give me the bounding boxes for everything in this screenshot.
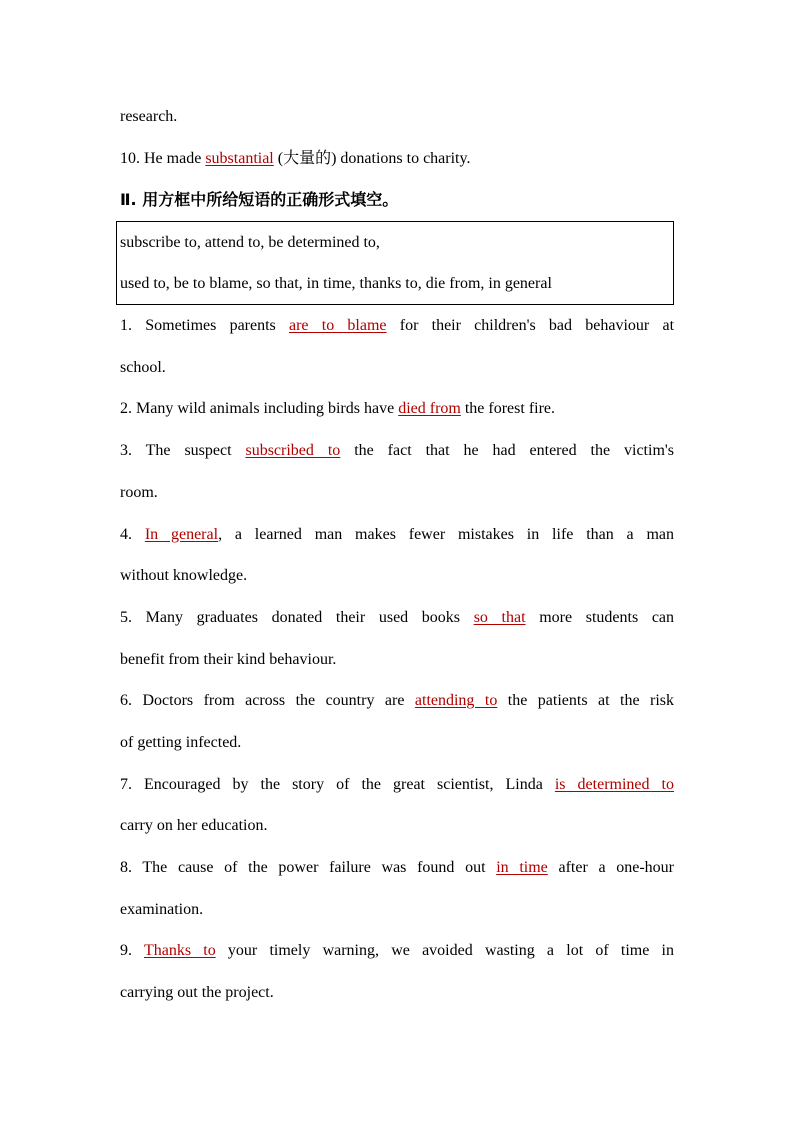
word-box bbox=[116, 221, 674, 305]
item-8-answer: in time bbox=[496, 859, 548, 876]
item-5-number: 5. bbox=[120, 608, 132, 626]
item-1-answer: are to blame bbox=[289, 317, 387, 335]
item-4-number: 4. bbox=[120, 525, 132, 543]
word-box-line-2: used to, be to blame, so that, in time, thanks to, die from, in general bbox=[120, 275, 552, 293]
item-7-number: 7. bbox=[120, 775, 132, 793]
item-4-line-1 bbox=[120, 514, 674, 556]
item-2-before: Many wild animals including birds have bbox=[136, 400, 399, 418]
item-1-after: for their children's bad behaviour at bbox=[386, 317, 675, 335]
item-10-before: 10. He made bbox=[120, 149, 206, 167]
top-fragment: research. bbox=[120, 108, 178, 125]
item-5-line-1 bbox=[120, 597, 674, 639]
item-1-line-2: school. bbox=[120, 358, 166, 376]
item-1-number: 1. bbox=[120, 317, 132, 335]
item-3-line-1 bbox=[120, 430, 674, 472]
item-9-after: your timely warning, we avoided wasting a lot of time in bbox=[215, 942, 675, 960]
item-5-before: Many graduates donated their used books bbox=[145, 608, 474, 626]
item-1-line-1 bbox=[120, 305, 674, 347]
item-5-answer: so that bbox=[473, 608, 526, 626]
item-2-after: the forest fire. bbox=[460, 400, 556, 418]
item-3-after: the fact that he had entered the victim's bbox=[340, 442, 675, 460]
item-8-number: 8. bbox=[120, 859, 132, 876]
item-8-before: The cause of the power failure was found out bbox=[142, 859, 497, 876]
section-heading: Ⅱ. 用方框中所给短语的正确形式填空。 bbox=[120, 190, 399, 210]
item-9-line-2: carrying out the project. bbox=[120, 984, 274, 1002]
item-4-answer: In general bbox=[144, 525, 219, 543]
item-3-answer: subscribed to bbox=[245, 442, 341, 460]
item-1-before: Sometimes parents bbox=[145, 317, 289, 335]
item-5-after: more students can bbox=[525, 608, 675, 626]
item-6-line-2: of getting infected. bbox=[120, 733, 242, 751]
item-7-line-2: carry on her education. bbox=[120, 817, 268, 835]
item-9-answer: Thanks to bbox=[143, 942, 216, 960]
item-7-answer: is determined to bbox=[554, 775, 675, 793]
item-3-line-2: room. bbox=[120, 483, 158, 501]
item-8-line-2: examination. bbox=[120, 900, 204, 918]
item-9-line-1 bbox=[120, 930, 674, 972]
item-2-number: 2. bbox=[120, 400, 132, 418]
document-page bbox=[120, 96, 674, 1014]
item-9-number: 9. bbox=[120, 942, 132, 960]
item-8-line-1 bbox=[120, 847, 674, 889]
item-10-answer: substantial bbox=[205, 149, 274, 167]
item-7-before: Encouraged by the story of the great scientist, Linda bbox=[144, 775, 555, 793]
item-3-number: 3. bbox=[120, 442, 132, 460]
item-6-answer: attending to bbox=[414, 692, 498, 710]
item-5-line-2: benefit from their kind behaviour. bbox=[120, 650, 337, 668]
word-box-line-1: subscribe to, attend to, be determined to, bbox=[120, 234, 380, 252]
item-4-after: , a learned man makes fewer mistakes in life than a man bbox=[218, 525, 675, 543]
item-10-after: (大量的) donations to charity. bbox=[273, 149, 471, 167]
item-10 bbox=[120, 138, 674, 180]
item-8-after: after a one-hour bbox=[547, 859, 675, 876]
item-6-line-1 bbox=[120, 680, 674, 722]
item-3-before: The suspect bbox=[145, 442, 246, 460]
item-2-line-1 bbox=[120, 388, 674, 430]
item-2-answer: died from bbox=[398, 400, 461, 418]
item-4-line-2: without knowledge. bbox=[120, 567, 248, 585]
item-6-before: Doctors from across the country are bbox=[142, 692, 415, 710]
item-7-line-1 bbox=[120, 764, 674, 806]
item-6-number: 6. bbox=[120, 692, 132, 710]
item-6-after: the patients at the risk bbox=[497, 692, 675, 710]
